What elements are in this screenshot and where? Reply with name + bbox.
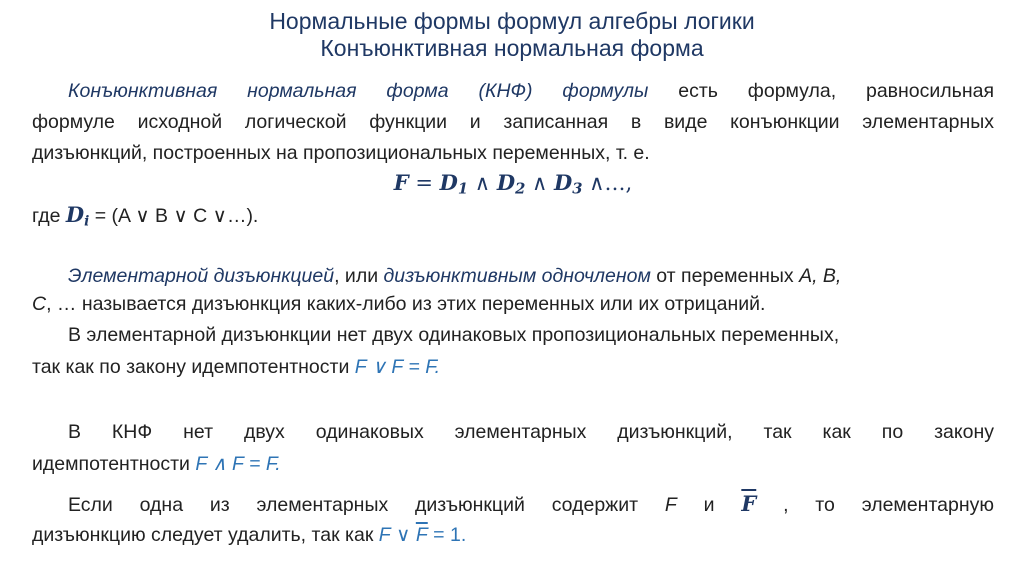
complement-line1: Если одна из элементарных дизъюнкций содержит F и $\overline{F}$ , то элементарную [68,491,994,516]
elementary-line1: Элементарной дизъюнкцией, или дизъюнктивным одночленом от переменных A, B, [68,265,842,287]
idempotence-conj-formula: F ∧ F = F. [195,453,281,475]
definition-text: есть формула, равносильная [648,80,995,102]
definition-line2: формуле исходной логической функции и записанная в виде конъюнкции элементарных [32,111,994,133]
complement-line2: дизъюнкцию следует удалить, так как F ∨ $\overline{F} = 1$. [32,524,467,546]
elementary-line2: C, … называется дизъюнкция каких-либо из этих переменных или их отрицаний. [32,293,766,315]
f-negation-2: $\overline{F}$ [415,524,428,546]
definition-term: Конъюнктивная нормальная форма (КНФ) формулы [68,80,649,102]
idempotence-disj-line1: В элементарной дизъюнкции нет двух одинаковых пропозициональных переменных, [68,324,840,346]
f-negation: $\overline{F}$ [741,491,757,516]
idempotence-disj-line2: так как по закону идемпотентности F ∨ F = F. [32,356,441,378]
slide-title-line2: Конъюнктивная нормальная форма [320,35,704,61]
idempotence-disj-formula: F ∨ F = F. [354,356,441,378]
knf-formula: $F = D_1$ ∧ $D_2$ ∧ $D_3$ ∧…, [393,170,633,198]
idempotence-conj-line1: В КНФ нет двух одинаковых элементарных дизъюнкций, так как по закону [68,421,994,443]
where-line: где $D_i = (A$ ∨ B ∨ C ∨…). [32,202,259,230]
definition-line1 [32,79,994,103]
slide-title-line1: Нормальные формы формул алгебры логики [269,8,755,34]
idempotence-conj-line2: идемпотентности F ∧ F = F. [32,453,281,475]
definition-line3: дизъюнкций, построенных на пропозициональных переменных, т. е. [32,142,650,164]
